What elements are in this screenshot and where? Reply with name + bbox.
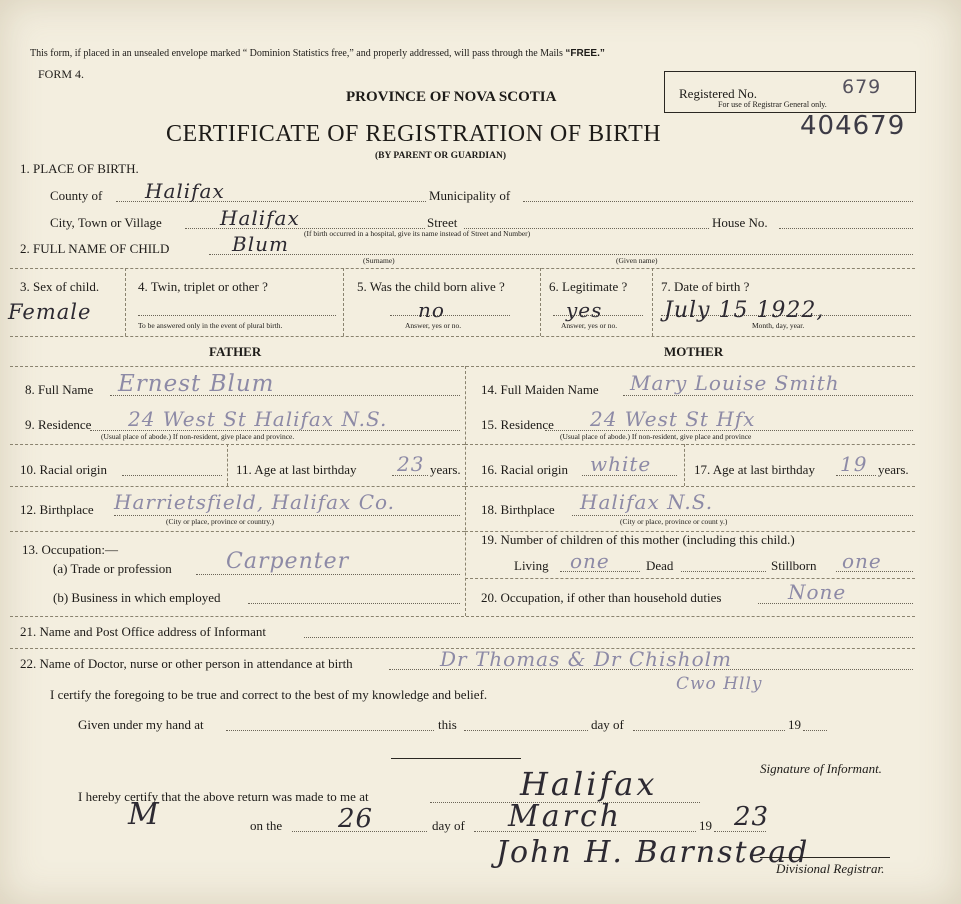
dob-value: July 15 1922, [664,298,825,323]
informant-label: 21. Name and Post Office address of Informant [20,624,266,639]
father-occupation-label: 13. Occupation:— [22,542,119,557]
alive-value: no [418,298,445,322]
twin-line [138,315,336,316]
mother-name-value: Mary Louise Smith [630,371,840,395]
registrar-signature-rule [760,857,890,858]
legitimate-value: yes [566,298,603,322]
house-label: House No. [712,215,768,230]
father-residence-note: (Usual place of abode.) If non-resident, give place and province. [101,432,295,441]
mother-occupation-value: None [788,580,847,604]
mother-racial-label: 16. Racial origin [481,462,569,477]
mother-birthplace-label: 18. Birthplace [481,502,555,517]
place-of-birth-label: 1. PLACE OF BIRTH. [20,161,139,176]
father-racial-label: 10. Racial origin [20,462,108,477]
mother-occupation-label: 20. Occupation, if other than household duties [481,590,722,605]
informant-line [304,637,913,638]
father-residence-label: 9. Residence [25,417,92,432]
father-racial-line [122,475,222,476]
father-trade-label: (a) Trade or profession [53,561,172,576]
day-of-label-2: day of [432,818,465,833]
row3-top-rule [10,268,915,269]
father-name-label: 8. Full Name [25,382,94,397]
legitimate-note: Answer, yes or no. [561,321,618,330]
row3-div-1 [125,268,126,336]
father-business-label: (b) Business in which employed [53,590,221,605]
child-name-line [209,254,913,255]
twin-note: To be answered only in the event of plural birth. [138,321,283,330]
father-age-label: 11. Age at last birthday [236,462,357,477]
father-rule-3 [10,531,465,532]
parents-bottom-rule [10,616,915,617]
mail-notice-text: This form, if placed in an unsealed envelope marked “ Dominion Statistics free,” and properly addressed, will pass through the Mails [30,48,563,59]
mother-dead-line [681,571,766,572]
given-name-note: (Given name) [616,256,658,265]
hospital-note: (If birth occurred in a hospital, give its name instead of Street and Number) [304,229,531,238]
dob-note: Month, day, year. [752,321,805,330]
mother-name-label: 14. Full Maiden Name [481,382,599,397]
doctor-value: Dr Thomas & Dr Chisholm [440,647,732,671]
father-residence-value: 24 West St Halifax N.S. [128,407,388,431]
alive-label: 5. Was the child born alive ? [357,279,505,294]
municipality-line [523,201,913,202]
given-under-line [226,730,434,731]
day-value: 26 [338,804,374,834]
row3-div-2 [343,268,344,336]
father-trade-line [196,574,460,575]
registration-stamp-number: 404679 [800,111,906,141]
day-of-label: day of [591,717,624,732]
father-birthplace-label: 12. Birthplace [20,502,94,517]
father-rule-1 [10,444,465,445]
registrar-signature: John H. Barnstead [496,835,810,870]
registered-value: 679 [842,76,882,98]
mother-birthplace-value: Halifax N.S. [580,490,714,514]
dob-label: 7. Date of birth ? [661,279,750,294]
child-surname-value: Blum [232,232,289,256]
father-business-line [248,603,460,604]
county-label: County of [50,188,103,203]
given-under-label: Given under my hand at [78,717,204,732]
mother-birthplace-line [572,515,913,516]
mother-birthplace-note: (City or place, province or count y.) [620,517,728,526]
house-line [779,228,913,229]
mail-notice-free: “FREE.” [565,48,605,59]
mail-notice [30,49,605,59]
sex-label: 3. Sex of child. [20,279,100,294]
surname-note: (Surname) [363,256,395,265]
certify-statement: I certify the foregoing to be true and correct to the best of my knowledge and belief. [50,687,488,702]
mother-rule-4 [465,578,915,579]
mother-racial-value: white [590,452,652,476]
mother-living-value: one [570,549,610,573]
city-value: Halifax [220,206,300,230]
parents-top-rule [10,366,915,367]
year2-value: 23 [734,802,770,832]
day-of-line [633,730,785,731]
year-label: 19 [788,717,801,732]
on-the-label: on the [250,818,283,833]
mother-children-label: 19. Number of children of this mother (including this child.) [481,532,795,547]
mother-rule-2 [465,486,915,487]
mother-residence-label: 15. Residence [481,417,554,432]
mother-residence-note: (Usual place of abode.) If non-resident, give place and province [560,432,752,441]
sex-value: Female [8,300,92,324]
father-birthplace-note: (City or place, province or country.) [166,517,275,526]
registered-note: For use of Registrar General only. [718,100,827,109]
municipality-label: Municipality of [429,188,511,203]
row3-div-4 [652,268,653,336]
certificate-subtitle: (BY PARENT OR GUARDIAN) [375,151,506,161]
mother-living-label: Living [514,558,549,573]
month-value: March [508,799,623,834]
father-trade-value: Carpenter [226,549,350,574]
mother-heading: MOTHER [664,344,724,359]
mother-racial-divider [684,444,685,486]
this-label: this [438,717,457,732]
twin-label: 4. Twin, triplet or other ? [138,279,268,294]
mother-years: years. [878,462,909,477]
doctor-label: 22. Name of Doctor, nurse or other person in attendance at birth [20,656,353,671]
child-name-label: 2. FULL NAME OF CHILD [20,241,170,256]
father-rule-2 [10,486,465,487]
this-line [464,730,588,731]
father-birthplace-value: Harrietsfield, Halifax Co. [114,490,396,514]
mother-rule-1 [465,444,915,445]
alive-note: Answer, yes or no. [405,321,462,330]
mother-stillborn-label: Stillborn [771,558,817,573]
legitimate-label: 6. Legitimate ? [549,279,628,294]
father-racial-divider [227,444,228,486]
year-label-2: 19 [699,818,712,833]
certificate-title: CERTIFICATE OF REGISTRATION OF BIRTH [166,121,662,147]
hereby-label: I hereby certify that the above return was made to me at [78,789,369,804]
father-birthplace-line [114,515,460,516]
mother-residence-value: 24 West St Hfx [590,407,756,431]
mother-age-label: 17. Age at last birthday [694,462,815,477]
county-value: Halifax [145,179,225,203]
mother-dead-label: Dead [646,558,674,573]
mother-name-line [623,395,913,396]
informant-signature-rule [391,758,521,759]
city-label: City, Town or Village [50,215,162,230]
father-name-value: Ernest Blum [118,371,275,397]
street-label: Street [427,215,458,230]
hereby-value: Halifax [520,765,658,803]
year-line [803,730,827,731]
divisional-registrar-label: Divisional Registrar. [776,861,885,876]
mother-age-value: 19 [840,452,868,476]
mother-stillborn-value: one [842,549,882,573]
registered-label: Registered No. [679,86,757,101]
form-number: FORM 4. [38,67,85,81]
father-heading: FATHER [209,344,262,359]
row3-bottom-rule [10,336,915,337]
registrar-mark: M [128,797,160,832]
signature-informant-label: Signature of Informant. [760,761,882,776]
alive-line [390,315,510,316]
province-heading: PROVINCE OF NOVA SCOTIA [346,89,557,105]
father-years: years. [430,462,461,477]
father-age-value: 23 [397,452,425,476]
row3-div-3 [540,268,541,336]
doctor-value-2: Cwo Hlly [676,674,763,694]
